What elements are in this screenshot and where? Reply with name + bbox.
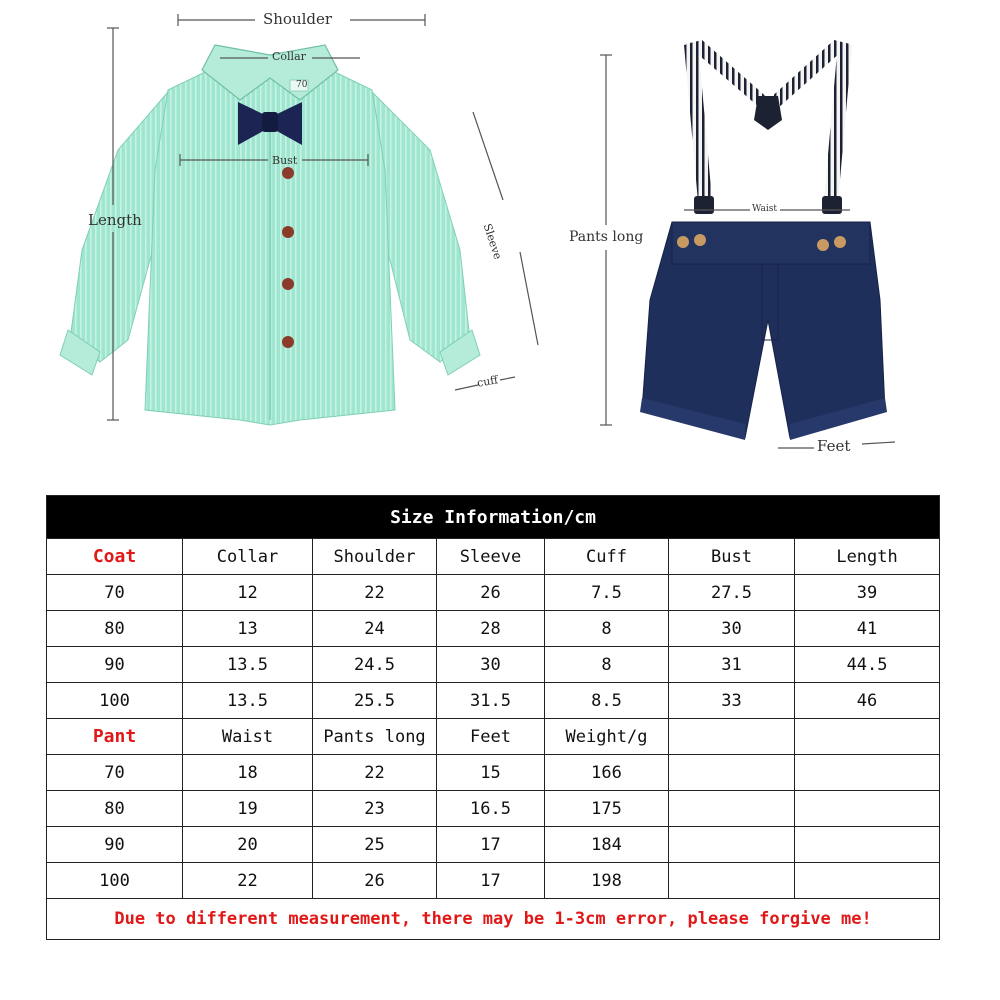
measurement-cell: [669, 863, 795, 899]
measurement-cell: 22: [313, 755, 437, 791]
measurement-cell: 13.5: [183, 647, 313, 683]
measurement-cell: 28: [437, 611, 545, 647]
table-row: [47, 863, 940, 899]
measurement-cell: 8: [545, 647, 669, 683]
pant-column-header: [669, 719, 795, 755]
measurement-cell: 46: [795, 683, 940, 719]
coat-column-header: Length: [795, 539, 940, 575]
measurement-cell: 26: [313, 863, 437, 899]
measurement-cell: 8: [545, 611, 669, 647]
suspender-button: [834, 236, 846, 248]
product-illustration: [0, 0, 1000, 480]
measurement-cell: 33: [669, 683, 795, 719]
cuff-label: cuff: [476, 373, 500, 390]
measurement-cell: 184: [545, 827, 669, 863]
coat-column-header: Cuff: [545, 539, 669, 575]
pant-header-row: [47, 719, 940, 755]
measurement-cell: 24.5: [313, 647, 437, 683]
table-row: [47, 575, 940, 611]
sleeve-label: Sleeve: [480, 222, 505, 262]
suspender-button: [694, 234, 706, 246]
coat-category-label: Coat: [47, 539, 183, 575]
size-cell: 90: [47, 647, 183, 683]
size-cell: 100: [47, 863, 183, 899]
measurement-cell: 24: [313, 611, 437, 647]
measurement-cell: [669, 755, 795, 791]
measurement-cell: 15: [437, 755, 545, 791]
shirt-button: [282, 226, 294, 238]
suspender-button: [677, 236, 689, 248]
table-row: [47, 791, 940, 827]
size-cell: 80: [47, 611, 183, 647]
measurement-cell: 31: [669, 647, 795, 683]
measurement-cell: 175: [545, 791, 669, 827]
pants-long-label: Pants long: [569, 229, 644, 245]
table-row: [47, 647, 940, 683]
suspender-joint: [754, 96, 782, 130]
waist-label: Waist: [752, 204, 777, 214]
shirt: [60, 45, 480, 425]
table-row: [47, 755, 940, 791]
coat-column-header: Bust: [669, 539, 795, 575]
measurement-cell: 13: [183, 611, 313, 647]
measurement-cell: [795, 755, 940, 791]
coat-column-header: Sleeve: [437, 539, 545, 575]
suspender-button: [817, 239, 829, 251]
measurement-cell: 22: [183, 863, 313, 899]
measurement-cell: 12: [183, 575, 313, 611]
error-note: Due to different measurement, there may be 1-3cm error, please forgive me!: [47, 899, 940, 940]
measurement-cell: 44.5: [795, 647, 940, 683]
measurement-cell: 39: [795, 575, 940, 611]
pant-column-header: Waist: [183, 719, 313, 755]
suspender-strap-right: [824, 42, 852, 202]
measurement-cell: 26: [437, 575, 545, 611]
outfit-drawing: [0, 0, 1000, 480]
measurement-cell: 8.5: [545, 683, 669, 719]
table-row: [47, 611, 940, 647]
table-row: [47, 683, 940, 719]
measurement-cell: 27.5: [669, 575, 795, 611]
measurement-cell: [795, 827, 940, 863]
measurement-cell: [795, 791, 940, 827]
feet-label: Feet: [817, 437, 851, 455]
shirt-button: [282, 278, 294, 290]
pant-column-header: [795, 719, 940, 755]
measurement-cell: 25.5: [313, 683, 437, 719]
suspender-strap-left: [684, 42, 712, 202]
coat-header-row: [47, 539, 940, 575]
bust-label: Bust: [272, 154, 298, 167]
shirt-button: [282, 336, 294, 348]
shoulder-label: Shoulder: [263, 10, 333, 28]
pant-column-header: Pants long: [313, 719, 437, 755]
pant-column-header: Weight/g: [545, 719, 669, 755]
table-title: Size Information/cm: [47, 496, 940, 539]
size-cell: 100: [47, 683, 183, 719]
measurement-cell: [795, 863, 940, 899]
measurement-cell: 7.5: [545, 575, 669, 611]
pant-section: [47, 719, 940, 899]
table-row: [47, 827, 940, 863]
measurement-cell: 17: [437, 827, 545, 863]
measurement-cell: 20: [183, 827, 313, 863]
length-label: Length: [88, 211, 142, 229]
measurement-cell: 30: [669, 611, 795, 647]
shorts-with-suspenders: [640, 40, 887, 440]
measurement-cell: 198: [545, 863, 669, 899]
measurement-cell: 30: [437, 647, 545, 683]
size-cell: 90: [47, 827, 183, 863]
shirt-button: [282, 167, 294, 179]
measurement-cell: 19: [183, 791, 313, 827]
measurement-cell: 13.5: [183, 683, 313, 719]
measurement-cell: [669, 791, 795, 827]
pant-category-label: Pant: [47, 719, 183, 755]
coat-column-header: Shoulder: [313, 539, 437, 575]
measurement-cell: 23: [313, 791, 437, 827]
measurement-cell: [669, 827, 795, 863]
measurement-cell: 16.5: [437, 791, 545, 827]
measurement-cell: 17: [437, 863, 545, 899]
collar-label: Collar: [272, 50, 306, 63]
measurement-cell: 41: [795, 611, 940, 647]
size-cell: 70: [47, 575, 183, 611]
size-tag-label: 70: [296, 80, 308, 90]
measurement-cell: 22: [313, 575, 437, 611]
size-cell: 70: [47, 755, 183, 791]
measurement-cell: 25: [313, 827, 437, 863]
size-cell: 80: [47, 791, 183, 827]
size-table: [46, 495, 940, 940]
pant-column-header: Feet: [437, 719, 545, 755]
coat-column-header: Collar: [183, 539, 313, 575]
measurement-cell: 166: [545, 755, 669, 791]
measurement-cell: 31.5: [437, 683, 545, 719]
coat-section: [47, 539, 940, 719]
measurement-cell: 18: [183, 755, 313, 791]
